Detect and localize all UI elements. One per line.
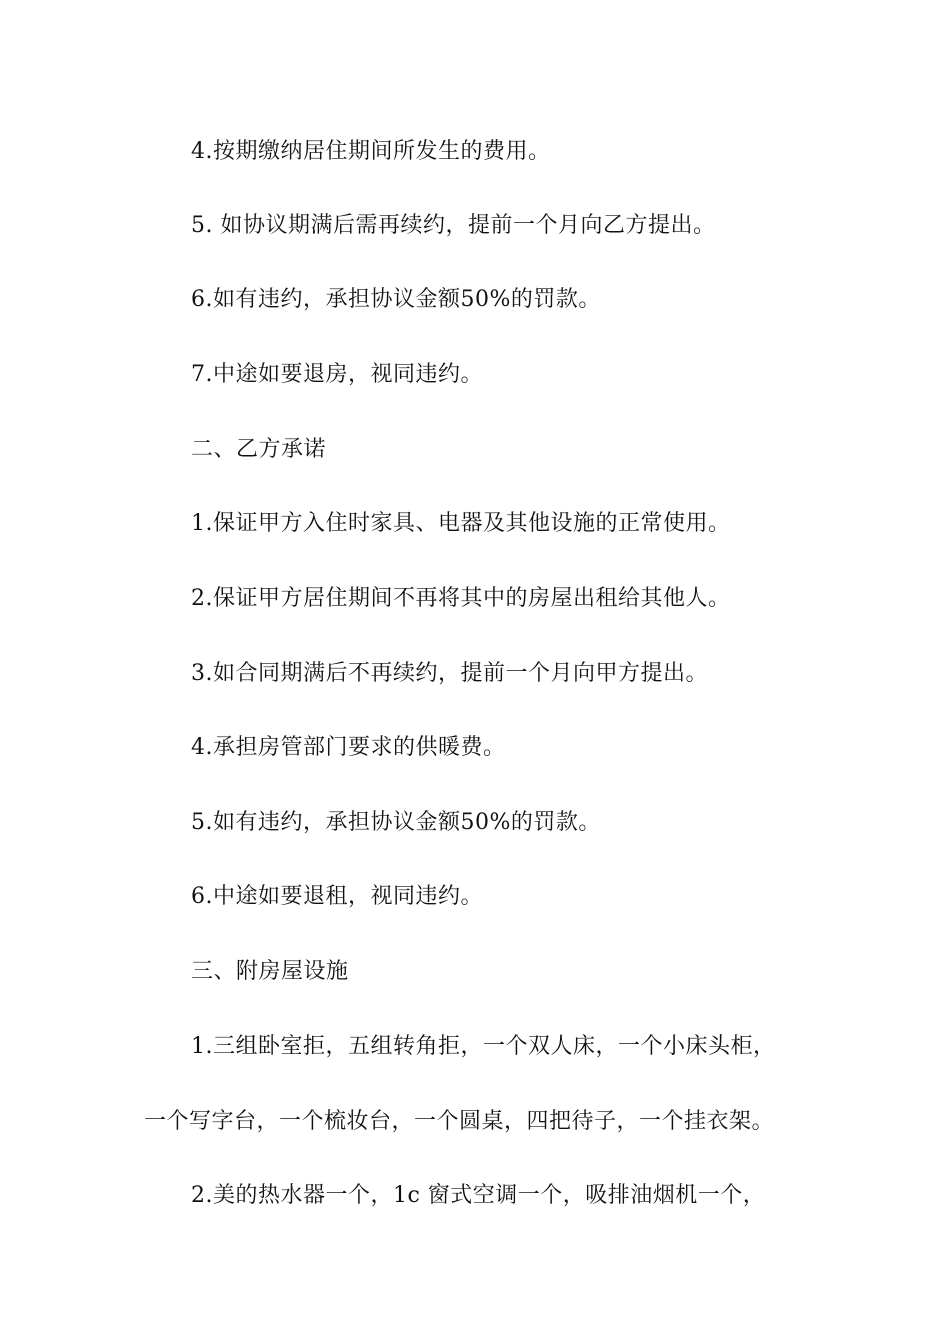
- clause-2-6: 6.中途如要退租，视同违约。: [191, 884, 483, 909]
- section-2-heading: 二、乙方承诺: [191, 437, 327, 462]
- clause-1-7: 7.中途如要退房，视同违约。: [191, 362, 483, 387]
- section-3-heading: 三、附房屋设施: [191, 959, 349, 984]
- clause-2-2: 2.保证甲方居住期间不再将其中的房屋出租给其他人。: [191, 586, 731, 611]
- clause-2-3: 3.如合同期满后不再续约，提前一个月向甲方提出。: [191, 661, 708, 686]
- clause-2-4: 4.承担房管部门要求的供暖费。: [191, 735, 506, 760]
- clause-3-1-line-2: 一个写字台，一个梳妆台，一个圆桌，四把待子，一个挂衣架。: [144, 1109, 775, 1134]
- clause-3-1-line-1: 1.三组卧室拒，五组转角拒，一个双人床，一个小床头柜，: [191, 1034, 776, 1059]
- clause-2-5: 5.如有违约，承担协议金额50%的罚款。: [191, 810, 601, 835]
- clause-3-2-line-1: 2.美的热水器一个，1c 窗式空调一个，吸排油烟机一个，: [191, 1183, 766, 1208]
- clause-1-6: 6.如有违约，承担协议金额50%的罚款。: [191, 287, 601, 312]
- clause-1-5: 5. 如协议期满后需再续约，提前一个月向乙方提出。: [191, 213, 716, 238]
- clause-2-1: 1.保证甲方入住时家具、电器及其他设施的正常使用。: [191, 511, 731, 536]
- clause-1-4: 4.按期缴纳居住期间所发生的费用。: [191, 139, 551, 164]
